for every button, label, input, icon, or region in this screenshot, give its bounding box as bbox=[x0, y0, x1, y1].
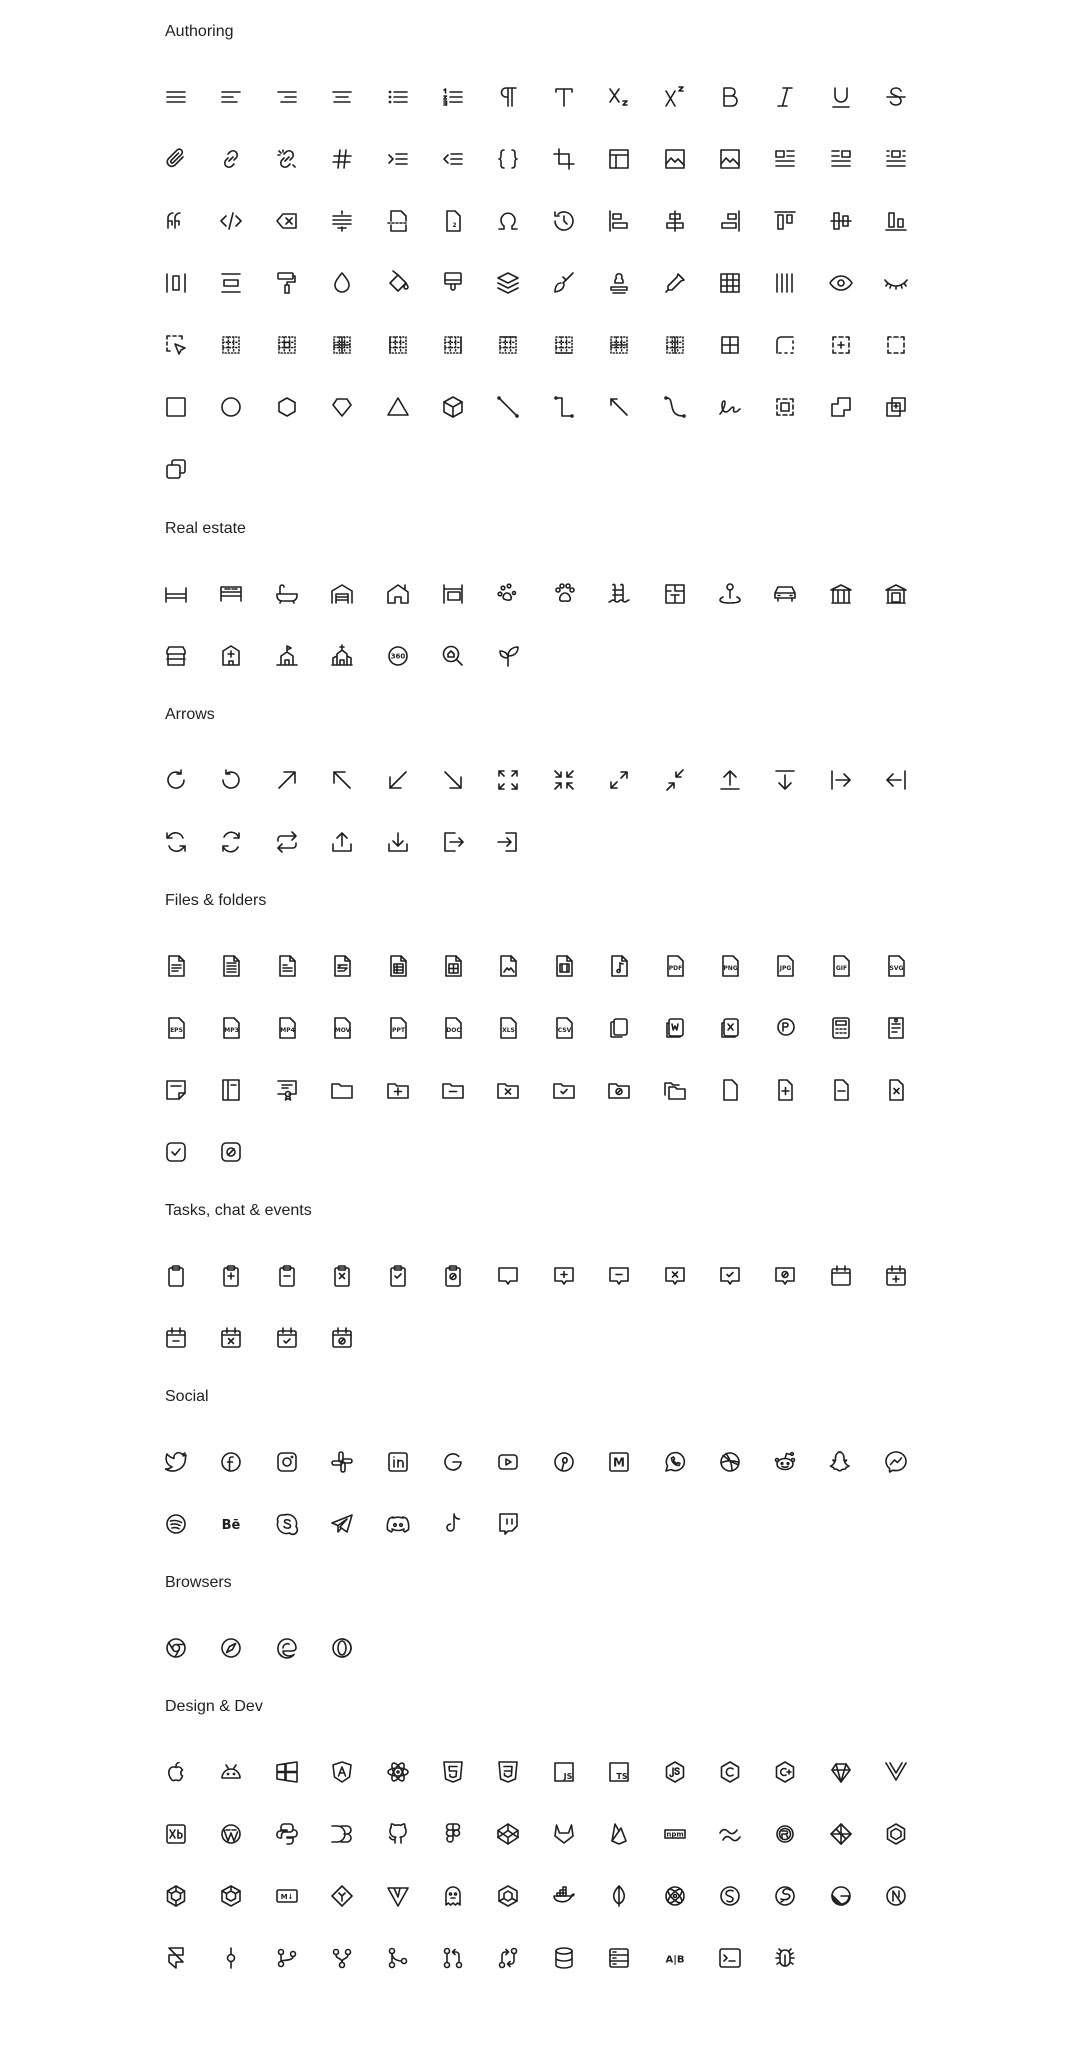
chat-remove-icon bbox=[606, 1263, 632, 1289]
align-left-icon bbox=[218, 84, 244, 110]
file-mp4-icon bbox=[274, 1015, 300, 1041]
svg-text:M: M bbox=[613, 1455, 626, 1470]
expand-icon bbox=[495, 767, 521, 793]
markdown-icon bbox=[274, 1883, 300, 1909]
section-title: Tasks, chat & events bbox=[165, 1202, 312, 1219]
github-icon bbox=[385, 1821, 411, 1847]
strikethrough-icon bbox=[883, 84, 909, 110]
pinterest-icon bbox=[551, 1449, 577, 1475]
svg-text:npm: npm bbox=[665, 1830, 684, 1839]
code-icon bbox=[218, 208, 244, 234]
calendar-remove-icon bbox=[163, 1325, 189, 1351]
hex-badge-icon bbox=[883, 1821, 909, 1847]
grid-icon bbox=[717, 270, 743, 296]
align-right-objects-icon bbox=[717, 208, 743, 234]
align-v-center-objects-icon bbox=[828, 208, 854, 234]
dribbble-icon bbox=[717, 1449, 743, 1475]
bold-icon bbox=[717, 84, 743, 110]
svg-text:TS: TS bbox=[616, 1772, 628, 1781]
ghost-icon bbox=[440, 1883, 466, 1909]
docker-icon bbox=[551, 1883, 577, 1909]
files-icon bbox=[606, 1015, 632, 1041]
arrow-right-bar-icon bbox=[828, 767, 854, 793]
zeplin-icon bbox=[828, 1821, 854, 1847]
add-frame-icon bbox=[828, 332, 854, 358]
page-break-icon bbox=[385, 208, 411, 234]
git-compare-icon bbox=[495, 1945, 521, 1971]
subscript-icon bbox=[606, 84, 632, 110]
file-lines-icon bbox=[218, 953, 244, 979]
align-h-center-objects-icon bbox=[662, 208, 688, 234]
history-icon bbox=[551, 208, 577, 234]
menu-icon bbox=[163, 84, 189, 110]
section-title: Arrows bbox=[165, 706, 215, 723]
refresh-icon bbox=[218, 829, 244, 855]
eye-closed-icon bbox=[883, 270, 909, 296]
android-icon bbox=[218, 1759, 244, 1785]
codepen-icon bbox=[495, 1821, 521, 1847]
braces-icon bbox=[495, 146, 521, 172]
sync-icon bbox=[163, 829, 189, 855]
upload-icon bbox=[329, 829, 355, 855]
border-all-icon bbox=[717, 332, 743, 358]
superscript-icon bbox=[662, 84, 688, 110]
terrace-icon bbox=[440, 581, 466, 607]
align-top-objects-icon bbox=[772, 208, 798, 234]
church-icon bbox=[329, 643, 355, 669]
svg-text:PDF: PDF bbox=[668, 965, 682, 972]
file-compare-icon bbox=[329, 953, 355, 979]
npm-icon bbox=[662, 1821, 688, 1847]
nextjs-icon bbox=[883, 1883, 909, 1909]
certificate-icon bbox=[274, 1077, 300, 1103]
apple-icon bbox=[163, 1759, 189, 1785]
folder-icon bbox=[329, 1077, 355, 1103]
indent-icon bbox=[385, 146, 411, 172]
rust-icon bbox=[772, 1821, 798, 1847]
backspace-icon bbox=[274, 208, 300, 234]
border-none-icon bbox=[218, 332, 244, 358]
folder-delete-icon bbox=[495, 1077, 521, 1103]
section-title: Design & Dev bbox=[165, 1698, 263, 1715]
facebook-icon bbox=[218, 1449, 244, 1475]
file-mp3-icon bbox=[218, 1015, 244, 1041]
snapchat-icon bbox=[828, 1449, 854, 1475]
javascript-icon bbox=[551, 1759, 577, 1785]
floor-plan-icon bbox=[662, 581, 688, 607]
text-icon bbox=[551, 84, 577, 110]
line-icon bbox=[495, 394, 521, 420]
section-title: Social bbox=[165, 1388, 209, 1405]
svg-text:PNG: PNG bbox=[723, 965, 738, 972]
medium-icon bbox=[606, 1449, 632, 1475]
pool-icon bbox=[606, 581, 632, 607]
square-icon bbox=[163, 394, 189, 420]
align-right-icon bbox=[274, 84, 300, 110]
clipboard-block-icon bbox=[440, 1263, 466, 1289]
instagram-icon bbox=[274, 1449, 300, 1475]
svg-text:JS: JS bbox=[563, 1772, 573, 1781]
search-home-icon bbox=[440, 643, 466, 669]
file-table-icon bbox=[440, 953, 466, 979]
paw-icon bbox=[551, 581, 577, 607]
file-word-icon bbox=[662, 1015, 688, 1041]
union-icon bbox=[883, 394, 909, 420]
svg-text:MP4: MP4 bbox=[280, 1027, 295, 1034]
google-icon bbox=[440, 1449, 466, 1475]
hexagon-icon bbox=[274, 394, 300, 420]
image-icon bbox=[662, 146, 688, 172]
curve-icon bbox=[662, 394, 688, 420]
git-commit-icon bbox=[218, 1945, 244, 1971]
maximize-icon bbox=[606, 767, 632, 793]
paint-roller-icon bbox=[274, 270, 300, 296]
border-corner-icon bbox=[772, 332, 798, 358]
arrow-up-right-icon bbox=[274, 767, 300, 793]
nodejs-icon bbox=[662, 1759, 688, 1785]
gitlab-icon bbox=[551, 1821, 577, 1847]
tiktok-icon bbox=[440, 1511, 466, 1537]
paint-bucket-icon bbox=[385, 270, 411, 296]
hospital-icon bbox=[218, 643, 244, 669]
python-icon bbox=[274, 1821, 300, 1847]
list-bullet-icon bbox=[385, 84, 411, 110]
login-icon bbox=[495, 829, 521, 855]
svg-text:EPS: EPS bbox=[170, 1027, 183, 1034]
section-title: Browsers bbox=[165, 1574, 232, 1591]
border-left-icon bbox=[385, 332, 411, 358]
collapse-icon bbox=[551, 767, 577, 793]
calendar-add-icon bbox=[883, 1263, 909, 1289]
tailwind-icon bbox=[717, 1821, 743, 1847]
list-number-icon bbox=[440, 84, 466, 110]
logout-icon bbox=[440, 829, 466, 855]
section-title: Real estate bbox=[165, 520, 246, 537]
windows-icon bbox=[274, 1759, 300, 1785]
school-icon bbox=[274, 643, 300, 669]
file-csv-icon bbox=[551, 1015, 577, 1041]
calendar-icon bbox=[828, 1263, 854, 1289]
brush-icon bbox=[551, 270, 577, 296]
diamond-icon bbox=[329, 394, 355, 420]
mongodb-icon bbox=[606, 1883, 632, 1909]
note-icon bbox=[163, 1077, 189, 1103]
spotify-icon bbox=[163, 1511, 189, 1537]
svg-text:PPT: PPT bbox=[391, 1027, 405, 1034]
align-left-objects-icon bbox=[606, 208, 632, 234]
file-xls-icon bbox=[495, 1015, 521, 1041]
clipboard-delete-icon bbox=[329, 1263, 355, 1289]
react-icon bbox=[385, 1759, 411, 1785]
clipboard-icon bbox=[163, 1263, 189, 1289]
calendar-check-icon bbox=[274, 1325, 300, 1351]
quote-icon bbox=[163, 208, 189, 234]
italic-icon bbox=[772, 84, 798, 110]
clipboard-check-icon bbox=[385, 1263, 411, 1289]
download-icon bbox=[385, 829, 411, 855]
arrow-down-bar-icon bbox=[772, 767, 798, 793]
float-left-icon bbox=[772, 146, 798, 172]
border-inner-icon bbox=[274, 332, 300, 358]
arrow-up-bar-icon bbox=[717, 767, 743, 793]
section-title: Authoring bbox=[165, 23, 234, 40]
omega-icon bbox=[495, 208, 521, 234]
d3-icon bbox=[329, 1821, 355, 1847]
eye-icon bbox=[828, 270, 854, 296]
document-add-icon bbox=[772, 1077, 798, 1103]
twitter-icon bbox=[163, 1449, 189, 1475]
svg-text:JPG: JPG bbox=[780, 965, 792, 972]
svg-text:GIF: GIF bbox=[835, 965, 847, 972]
pilcrow-icon bbox=[495, 84, 521, 110]
bug-icon bbox=[772, 1945, 798, 1971]
reddit-icon bbox=[772, 1449, 798, 1475]
folder-add-icon bbox=[385, 1077, 411, 1103]
chat-check-icon bbox=[717, 1263, 743, 1289]
columns-icon bbox=[772, 270, 798, 296]
arrow-down-right-icon bbox=[440, 767, 466, 793]
repeat-icon bbox=[274, 829, 300, 855]
arrow-down-left-icon bbox=[385, 767, 411, 793]
file-svg-icon bbox=[883, 953, 909, 979]
car-icon bbox=[772, 581, 798, 607]
database-icon bbox=[551, 1945, 577, 1971]
hashtag-icon bbox=[329, 146, 355, 172]
border-all-inner-icon bbox=[329, 332, 355, 358]
bring-forward-icon bbox=[828, 394, 854, 420]
messenger-icon bbox=[883, 1449, 909, 1475]
bed-double-icon bbox=[218, 581, 244, 607]
file-receipt-icon bbox=[883, 1015, 909, 1041]
slack-icon bbox=[329, 1449, 355, 1475]
svg-text:M↓: M↓ bbox=[280, 1893, 294, 1901]
sketch-icon bbox=[828, 1759, 854, 1785]
page-number-icon bbox=[440, 208, 466, 234]
border-top-icon bbox=[495, 332, 521, 358]
svg-text:Bē: Bē bbox=[222, 1518, 241, 1533]
vue-icon bbox=[883, 1759, 909, 1785]
calendar-block-icon bbox=[329, 1325, 355, 1351]
git-fork-icon bbox=[329, 1945, 355, 1971]
connector-icon bbox=[551, 394, 577, 420]
folder-remove-icon bbox=[440, 1077, 466, 1103]
cube-icon bbox=[440, 394, 466, 420]
svg-text:SVG: SVG bbox=[889, 965, 904, 972]
distribute-h-icon bbox=[163, 270, 189, 296]
server-icon bbox=[606, 1945, 632, 1971]
copy-icon bbox=[163, 456, 189, 482]
home-icon bbox=[385, 581, 411, 607]
chat-icon bbox=[495, 1263, 521, 1289]
firebase-icon bbox=[606, 1821, 632, 1847]
file-ppt-icon bbox=[385, 1015, 411, 1041]
rotate-ccw-icon bbox=[218, 767, 244, 793]
pets-icon bbox=[495, 581, 521, 607]
svg-text:XLS: XLS bbox=[502, 1027, 516, 1034]
chat-delete-icon bbox=[662, 1263, 688, 1289]
bed-icon bbox=[163, 581, 189, 607]
file-eps-icon bbox=[163, 1015, 189, 1041]
css3-icon bbox=[495, 1759, 521, 1785]
arrow-left-bar-icon bbox=[883, 767, 909, 793]
swift-s-icon bbox=[772, 1883, 798, 1909]
file-video-icon bbox=[551, 953, 577, 979]
file-gif-icon bbox=[828, 953, 854, 979]
angular-icon bbox=[329, 1759, 355, 1785]
group-icon bbox=[772, 394, 798, 420]
svg-text:A|B: A|B bbox=[665, 1954, 685, 1966]
bank-alt-icon bbox=[883, 581, 909, 607]
file-pdf-icon bbox=[662, 953, 688, 979]
file-calculator-icon bbox=[828, 1015, 854, 1041]
eyedropper-icon bbox=[662, 270, 688, 296]
svg-text:CSV: CSV bbox=[557, 1027, 572, 1034]
document-check-icon bbox=[163, 1139, 189, 1165]
svg-text:MOV: MOV bbox=[334, 1027, 351, 1034]
link-icon bbox=[218, 146, 244, 172]
file-music-icon bbox=[606, 953, 632, 979]
typescript-icon bbox=[606, 1759, 632, 1785]
arrow-line-icon bbox=[606, 394, 632, 420]
layers-icon bbox=[495, 270, 521, 296]
unity-icon bbox=[218, 1883, 244, 1909]
opera-icon bbox=[329, 1635, 355, 1661]
folder-check-icon bbox=[551, 1077, 577, 1103]
garage-icon bbox=[329, 581, 355, 607]
discord-icon bbox=[385, 1511, 411, 1537]
figma-icon bbox=[440, 1821, 466, 1847]
align-bottom-objects-icon bbox=[883, 208, 909, 234]
twitch-icon bbox=[495, 1511, 521, 1537]
behance-icon bbox=[218, 1511, 244, 1537]
arrow-up-left-icon bbox=[329, 767, 355, 793]
file-excel-icon bbox=[717, 1015, 743, 1041]
webpack-icon bbox=[495, 1883, 521, 1909]
folder-block-icon bbox=[606, 1077, 632, 1103]
drop-icon bbox=[329, 270, 355, 296]
border-right-icon bbox=[440, 332, 466, 358]
notebook-icon bbox=[218, 1077, 244, 1103]
youtube-icon bbox=[495, 1449, 521, 1475]
paint-brush-icon bbox=[440, 270, 466, 296]
minimize-icon bbox=[662, 767, 688, 793]
view-360-icon bbox=[385, 643, 411, 669]
file-doc-icon bbox=[440, 1015, 466, 1041]
edge-icon bbox=[274, 1635, 300, 1661]
ab-test-icon bbox=[662, 1945, 688, 1971]
stamp-icon bbox=[606, 270, 632, 296]
vite-icon bbox=[385, 1883, 411, 1909]
git-branch-icon bbox=[274, 1945, 300, 1971]
svg-text:DOC: DOC bbox=[446, 1027, 461, 1034]
document-delete-icon bbox=[883, 1077, 909, 1103]
distribute-v-icon bbox=[218, 270, 244, 296]
sass-icon bbox=[717, 1883, 743, 1909]
file-minus-lines-icon bbox=[274, 953, 300, 979]
framer-icon bbox=[163, 1945, 189, 1971]
circle-icon bbox=[218, 394, 244, 420]
file-powerpoint-icon bbox=[772, 1015, 798, 1041]
electron-icon bbox=[662, 1883, 688, 1909]
document-remove-icon bbox=[828, 1077, 854, 1103]
select-pointer-icon bbox=[163, 332, 189, 358]
file-spreadsheet-icon bbox=[385, 953, 411, 979]
underline-icon bbox=[828, 84, 854, 110]
border-vertical-icon bbox=[662, 332, 688, 358]
outdent-icon bbox=[440, 146, 466, 172]
pen-signature-icon bbox=[717, 394, 743, 420]
file-image-icon bbox=[495, 953, 521, 979]
bank-icon bbox=[828, 581, 854, 607]
cplusplus-icon bbox=[772, 1759, 798, 1785]
terminal-icon bbox=[717, 1945, 743, 1971]
git-pull-request-icon bbox=[440, 1945, 466, 1971]
align-center-icon bbox=[329, 84, 355, 110]
adobe-xd-icon bbox=[163, 1821, 189, 1847]
border-horizontal-icon bbox=[606, 332, 632, 358]
svg-text:2: 2 bbox=[452, 222, 457, 229]
html5-icon bbox=[440, 1759, 466, 1785]
crop-icon bbox=[551, 146, 577, 172]
skype-icon bbox=[274, 1511, 300, 1537]
chat-add-icon bbox=[551, 1263, 577, 1289]
folders-icon bbox=[662, 1077, 688, 1103]
location-person-icon bbox=[717, 581, 743, 607]
linkedin-icon bbox=[385, 1449, 411, 1475]
store-icon bbox=[163, 643, 189, 669]
xd-diamond-icon bbox=[329, 1883, 355, 1909]
chat-block-icon bbox=[772, 1263, 798, 1289]
file-png-icon bbox=[717, 953, 743, 979]
git-merge-icon bbox=[385, 1945, 411, 1971]
document-block-icon bbox=[218, 1139, 244, 1165]
document-icon bbox=[717, 1077, 743, 1103]
border-bottom-icon bbox=[551, 332, 577, 358]
section-title: Files & folders bbox=[165, 892, 267, 909]
bathtub-icon bbox=[274, 581, 300, 607]
file-text-icon bbox=[163, 953, 189, 979]
telegram-icon bbox=[329, 1511, 355, 1537]
float-center-icon bbox=[883, 146, 909, 172]
paperclip-icon bbox=[163, 146, 189, 172]
c-lang-icon bbox=[717, 1759, 743, 1785]
layout-icon bbox=[606, 146, 632, 172]
calendar-delete-icon bbox=[218, 1325, 244, 1351]
gatsby-icon bbox=[828, 1883, 854, 1909]
file-jpg-icon bbox=[772, 953, 798, 979]
safari-icon bbox=[218, 1635, 244, 1661]
chrome-icon bbox=[163, 1635, 189, 1661]
plant-icon bbox=[495, 643, 521, 669]
graphql-net-icon bbox=[163, 1883, 189, 1909]
whatsapp-icon bbox=[662, 1449, 688, 1475]
clipboard-add-icon bbox=[218, 1263, 244, 1289]
clipboard-remove-icon bbox=[274, 1263, 300, 1289]
justify-icon bbox=[329, 208, 355, 234]
triangle-icon bbox=[385, 394, 411, 420]
svg-text:360: 360 bbox=[390, 652, 405, 661]
rotate-cw-icon bbox=[163, 767, 189, 793]
wordpress-icon bbox=[218, 1821, 244, 1847]
unlink-icon bbox=[274, 146, 300, 172]
svg-text:MP3: MP3 bbox=[224, 1027, 240, 1034]
image-icon bbox=[717, 146, 743, 172]
float-right-icon bbox=[828, 146, 854, 172]
frame-dashed-icon bbox=[883, 332, 909, 358]
file-mov-icon bbox=[329, 1015, 355, 1041]
